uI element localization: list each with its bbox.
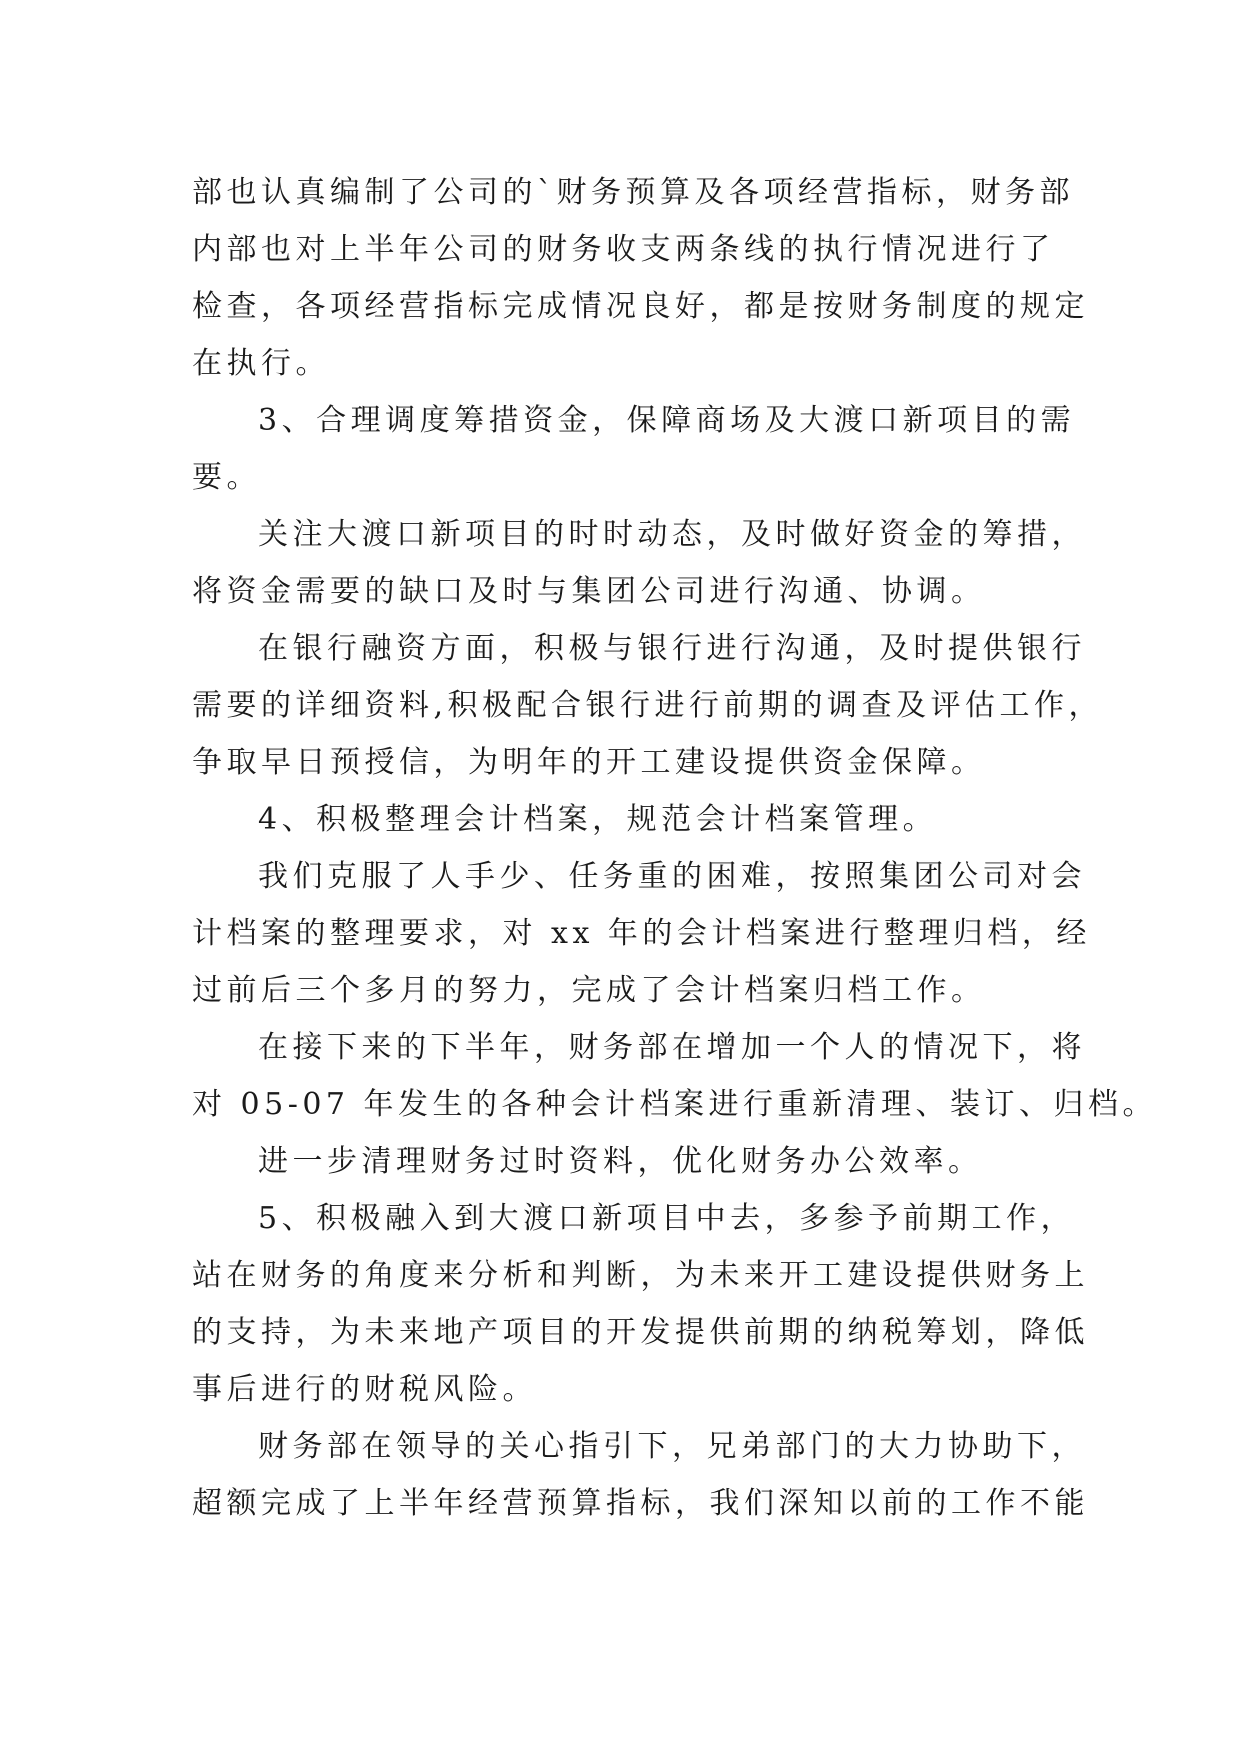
text-line: 关注大渡口新项目的时时动态，及时做好资金的筹措，	[258, 517, 1086, 552]
text-line: 3、合理调度筹措资金，保障商场及大渡口新项目的需	[258, 403, 1076, 438]
text-line: 需要的详细资料,积极配合银行进行前期的调查及评估工作，	[192, 688, 1104, 723]
text-line: 我们克服了人手少、任务重的困难，按照集团公司对会	[258, 859, 1086, 894]
text-line: 在接下来的下半年，财务部在增加一个人的情况下，将	[258, 1030, 1086, 1065]
text-line: 在银行融资方面，积极与银行进行沟通，及时提供银行	[258, 631, 1086, 666]
text-line: 事后进行的财税风险。	[192, 1372, 537, 1407]
text-line: 5、积极融入到大渡口新项目中去，多参予前期工作，	[258, 1201, 1076, 1236]
text-line: 计档案的整理要求，对 xx 年的会计档案进行整理归档，经	[192, 916, 1091, 951]
text-line: 对 05-07 年发生的各种会计档案进行重新清理、装订、归档。	[192, 1087, 1158, 1122]
text-line: 超额完成了上半年经营预算指标，我们深知以前的工作不能	[192, 1486, 1089, 1521]
text-line: 要。	[192, 460, 261, 495]
text-line: 内部也对上半年公司的财务收支两条线的执行情况进行了	[192, 232, 1055, 267]
text-line: 检查，各项经营指标完成情况良好，都是按财务制度的规定	[192, 289, 1089, 324]
text-line: 进一步清理财务过时资料，优化财务办公效率。	[258, 1144, 983, 1179]
text-line: 部也认真编制了公司的`财务预算及各项经营指标，财务部	[192, 175, 1074, 210]
text-line: 过前后三个多月的努力，完成了会计档案归档工作。	[192, 973, 986, 1008]
text-line: 的支持，为未来地产项目的开发提供前期的纳税筹划，降低	[192, 1315, 1089, 1350]
text-line: 将资金需要的缺口及时与集团公司进行沟通、协调。	[192, 574, 986, 609]
body-text	[192, 164, 1158, 1532]
text-line: 争取早日预授信，为明年的开工建设提供资金保障。	[192, 745, 986, 780]
text-line: 站在财务的角度来分析和判断，为未来开工建设提供财务上	[192, 1258, 1089, 1293]
text-line: 4、积极整理会计档案，规范会计档案管理。	[258, 802, 938, 837]
text-line: 财务部在领导的关心指引下，兄弟部门的大力协助下，	[258, 1429, 1086, 1464]
text-line: 在执行。	[192, 346, 330, 381]
